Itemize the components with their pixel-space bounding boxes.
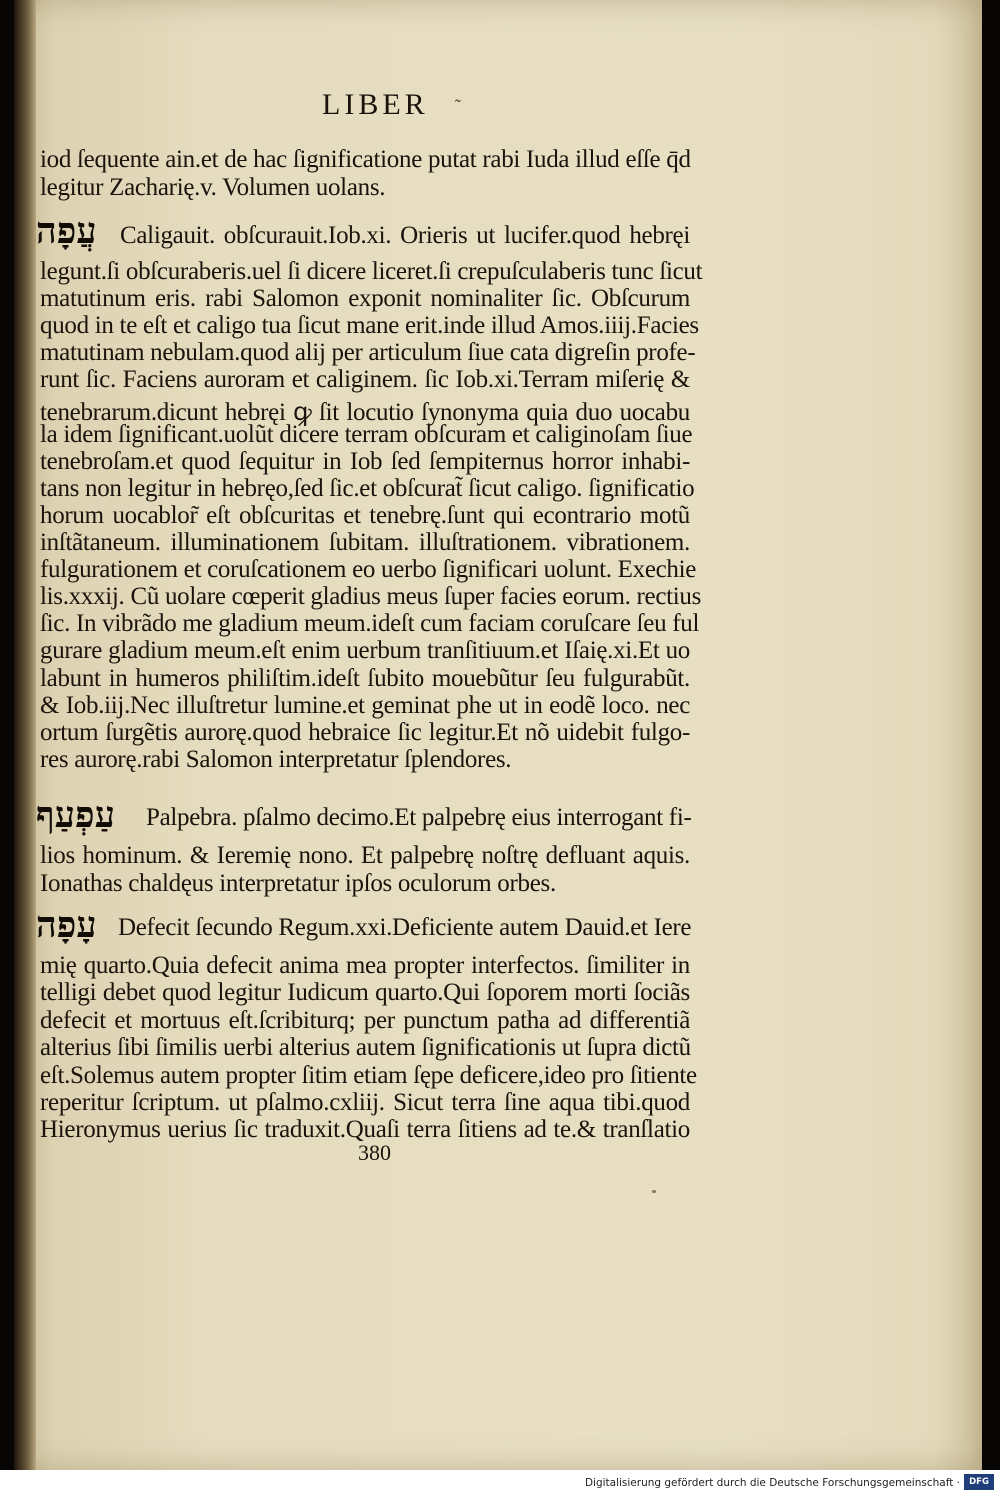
header-ornament: ˜ <box>455 96 461 116</box>
text-line: iod ſequente ain.et de hac ſignificatione putat rabi Iuda illud eſſe q̄d <box>40 146 691 173</box>
text-line: matutinum eris. rabi Salomon exponit nominaliter ſic. Obſcurum <box>40 285 690 313</box>
page-gutter <box>14 0 36 1470</box>
text-line: ſic. In vibrãdo me gladium meum.ideſt cum faciam coruſcare ſeu ful <box>40 610 700 638</box>
text-line: tans non legitur in hebręo,ſed ſic.et obſcurat̃ ſicut caligo. ſignificatio <box>40 474 695 502</box>
text-line: inſtãtaneum. illuminationem ſubitam. illuſtrationem. vibrationem. <box>40 529 690 556</box>
text-line: defecit et mortuus eſt.ſcribiturq; per punctum patha ad differentiã <box>40 1006 690 1034</box>
text-line: & Iob.iij.Nec illuſtretur lumine.et geminat phe ut in eodẽ loco. nec <box>40 691 690 719</box>
folio-number: 380 <box>358 1140 391 1165</box>
text-line: la idem ſignificant.uolũt dicere terram obſcuram et caliginoſam ſiue <box>40 420 693 448</box>
text-line: horum uocablor̃ eſt obſcuritas et tenebrę.ſunt qui econtrario motũ <box>40 501 690 529</box>
hebrew-headword: עֲפָה <box>36 210 97 252</box>
text-line: legunt.ſi obſcuraberis.uel ſi dicere liceret.ſi crepuſculaberis tunc ſicut <box>40 258 703 285</box>
text-line: res aurorę.rabi Salomon interpretatur ſplendores. <box>40 745 512 773</box>
text-line: alterius ſibi ſimilis uerbi alterius autem ſignificationis ut ſupra dictũ <box>40 1034 691 1062</box>
text-line: tenebrarum.dicunt hebręi ꝙ ſit locutio ſynonyma quia duo uocabu <box>40 398 690 426</box>
entry-lead-line: Defecit ſecundo Regum.xxi.Deficiente autem Dauid.et Iere <box>118 914 692 941</box>
funding-credit: Digitalisierung gefördert durch die Deutsche Forschungsgemeinschaft · <box>584 1477 960 1489</box>
text-line: Hieronymus uerius ſic traduxit.Quaſi terra ſitiens ad te.& tranſlatio <box>40 1116 690 1144</box>
text-line: fulgurationem et coruſcationem eo uerbo ſignificari uolunt. Exechie <box>40 556 697 584</box>
text-line: labunt in humeros philiſtim.ideſt ſubito mouebũtur ſeu fulgurabũt. <box>40 664 690 692</box>
text-line: telligi debet quod legitur Iudicum quarto.Qui ſoporem morti ſociãs <box>40 979 690 1007</box>
dfg-logo: DFG <box>964 1474 994 1490</box>
running-header: LIBER <box>322 88 429 121</box>
hebrew-headword: עָפָה <box>36 904 97 946</box>
text-line: quod in te eſt et caligo tua ſicut mane erit.inde illud Amos.iiij.Facies <box>40 312 699 340</box>
text-line: eſt.Solemus autem propter ſitim etiam ſępe deficere,ideo pro ſitiente <box>40 1061 697 1089</box>
text-line: reperitur ſcriptum. ut pſalmo.cxliij. Sicut terra ſine aqua tibi.quod <box>40 1089 690 1116</box>
text-line: runt ſic. Faciens auroram et caliginem. ſic Iob.xi.Terram miſerię & <box>40 366 690 394</box>
text-line: legitur Zacharię.v. Volumen uolans. <box>40 174 386 201</box>
text-line: matutinam nebulam.quod alij per articulum ſiue cata digreſin profe- <box>40 339 696 367</box>
text-line: tenebroſam.et quod ſequitur in Iob ſed ſempiternus horror inhabi- <box>40 447 690 475</box>
text-line: mię quarto.Quia defecit anima mea propter interfectos. ſimiliter in <box>40 952 690 979</box>
text-line: lis.xxxij. Cũ uolare cœperit gladius meus ſuper facies eorum. rectius <box>40 583 702 611</box>
paper-speck <box>652 1190 656 1193</box>
text-line: Ionathas chaldęus interpretatur ipſos oculorum orbes. <box>40 869 556 897</box>
text-line: lios hominum. & Ieremię nono. Et palpebrę noſtrę defluant aquis. <box>40 842 690 869</box>
hebrew-headword: עַפְעַף <box>36 794 115 836</box>
text-line: gurare gladium meum.eſt enim uerbum tranſitiuum.et Iſaię.xi.Et uo <box>40 637 690 665</box>
text-line: ortum ſurgẽtis aurorę.quod hebraice ſic legitur.Et nõ uidebit fulgo- <box>40 718 690 746</box>
entry-lead-line: Palpebra. pſalmo decimo.Et palpebrę eius interrogant fi- <box>146 804 692 831</box>
entry-lead-line: Caligauit. obſcurauit.Iob.xi. Orieris ut lucifer.quod hebręi <box>120 222 690 249</box>
